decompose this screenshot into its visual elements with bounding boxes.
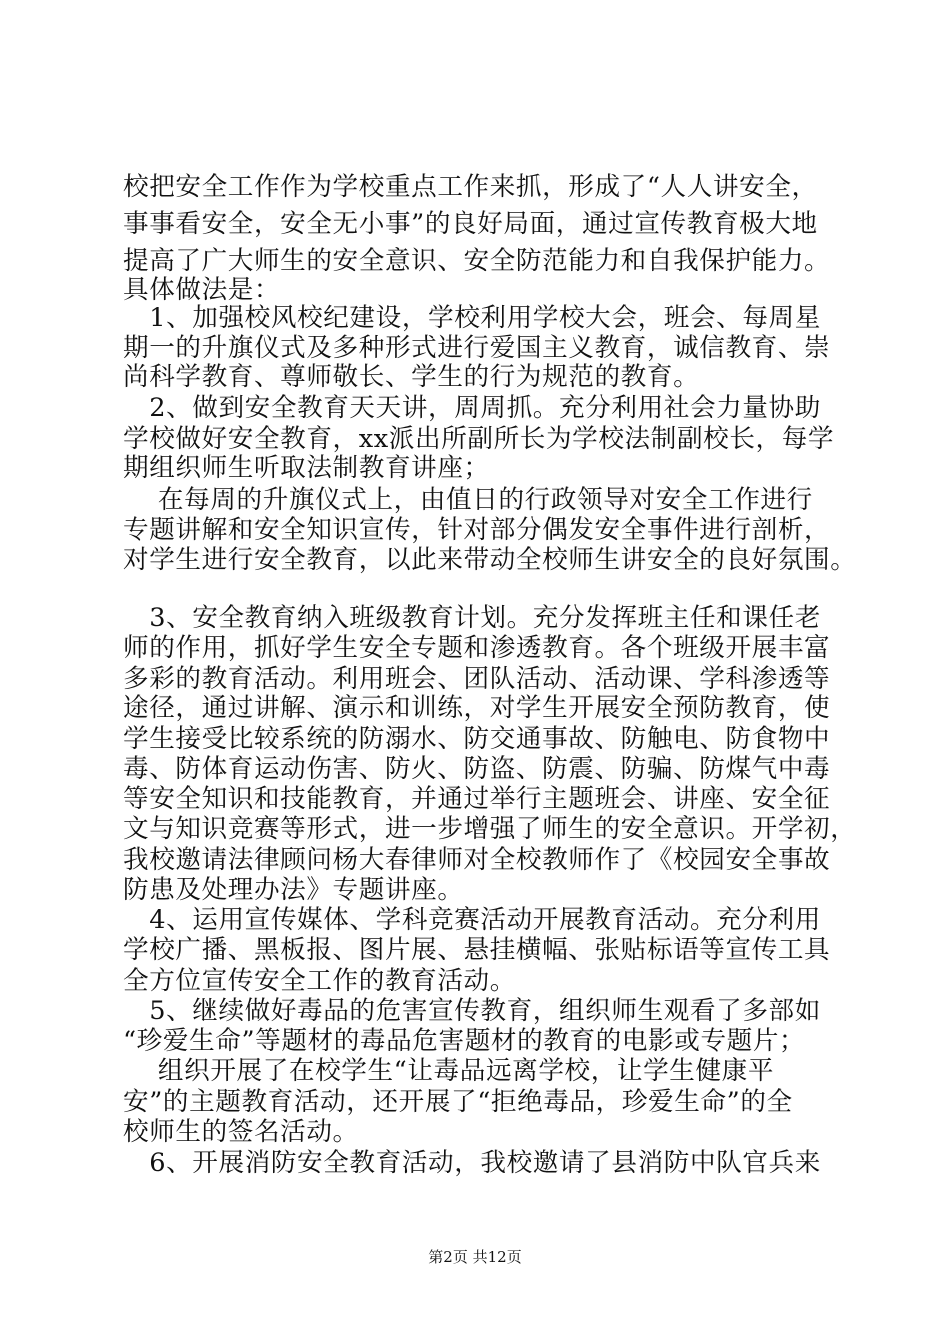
text-line: 学生接受比较系统的防溺水、防交通事故、防触电、防食物中 <box>123 724 831 754</box>
text-line: 3、安全教育纳入班级教育计划。充分发挥班主任和课任老 <box>123 603 821 633</box>
text-line: 防患及处理办法》专题讲座。 <box>123 875 464 905</box>
text-line: 途径，通过讲解、演示和训练，对学生开展安全预防教育，使 <box>123 693 831 723</box>
text-line: 校师生的签名活动。 <box>123 1117 359 1147</box>
text-line: 专题讲解和安全知识宣传，针对部分偶发安全事件进行剖析， <box>123 515 831 545</box>
text-line: 学校广播、黑板报、图片展、悬挂横幅、张贴标语等宣传工具 <box>123 935 831 965</box>
text-line: 尚科学教育、尊师敬长、学生的行为规范的教育。 <box>123 362 700 392</box>
text-line: 全方位宣传安全工作的教育活动。 <box>123 966 516 996</box>
text-line: 4、运用宣传媒体、学科竞赛活动开展教育活动。充分利用 <box>123 905 821 935</box>
text-line: 校把安全工作作为学校重点工作来抓，形成了“人人讲安全， <box>123 172 818 202</box>
text-line: 文与知识竞赛等形式，进一步增强了师生的安全意识。开学初， <box>123 814 857 844</box>
text-line: 1、加强校风校纪建设，学校利用学校大会，班会、每周星 <box>123 303 821 333</box>
text-line: 师的作用，抓好学生安全专题和渗透教育。各个班级开展丰富 <box>123 633 831 663</box>
text-line: 6、开展消防安全教育活动，我校邀请了县消防中队官兵来 <box>123 1148 821 1178</box>
text-line: 等安全知识和技能教育，并通过举行主题班会、讲座、安全征 <box>123 784 831 814</box>
text-line: 5、继续做好毒品的危害宣传教育，组织师生观看了多部如 <box>123 996 821 1026</box>
text-line: 安”的主题教育活动，还开展了“拒绝毒品，珍爱生命”的全 <box>123 1087 793 1117</box>
text-line: 在每周的升旗仪式上，由值日的行政领导对安全工作进行 <box>123 485 813 515</box>
text-line: 2、做到安全教育天天讲，周周抓。充分利用社会力量协助 <box>123 393 821 423</box>
text-line: 期一的升旗仪式及多种形式进行爱国主义教育，诚信教育、崇 <box>123 333 831 363</box>
text-line: 组织开展了在校学生“让毒品远离学校，让学生健康平 <box>123 1056 775 1086</box>
page-footer: 第2页 共12页 <box>428 1248 522 1266</box>
text-line: 毒、防体育运动伤害、防火、防盗、防震、防骗、防煤气中毒 <box>123 754 831 784</box>
text-line: 学校做好安全教育，xx派出所副所长为学校法制副校长，每学 <box>123 424 835 454</box>
text-line: 具体做法是： <box>123 275 281 305</box>
text-line: 期组织师生听取法制教育讲座； <box>123 453 490 483</box>
text-line: 对学生进行安全教育，以此来带动全校师生讲安全的良好氛围。 <box>123 545 857 575</box>
text-line: 多彩的教育活动。利用班会、团队活动、活动课、学科渗透等 <box>123 664 831 694</box>
text-line: “珍爱生命”等题材的毒品危害题材的教育的电影或专题片； <box>123 1026 806 1056</box>
text-line: 我校邀请法律顾问杨大春律师对全校教师作了《校园安全事故 <box>123 845 831 875</box>
text-line: 事事看安全，安全无小事”的良好局面，通过宣传教育极大地 <box>123 209 818 239</box>
text-line: 提高了广大师生的安全意识、安全防范能力和自我保护能力。 <box>123 246 831 276</box>
